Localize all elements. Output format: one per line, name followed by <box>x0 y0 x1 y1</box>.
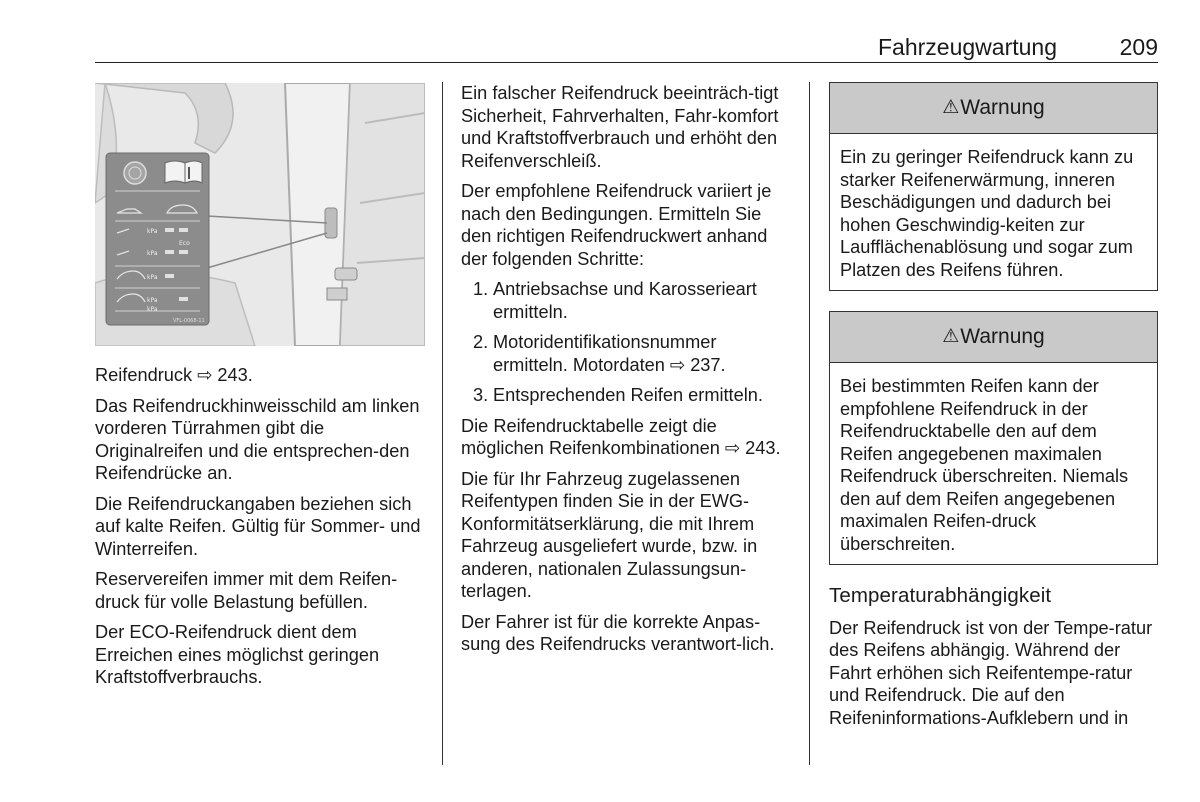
warning-text: Bei bestimmten Reifen kann der empfohlene Reifendruck in der Reifendrucktabelle den auf dem Reifen angegebenen maximalen Reifendruck überschreiten. Niemals den auf dem Reifen angegebenen maximalen Reifen-druck überschreiten. <box>840 376 1129 554</box>
step-number: 3. <box>473 385 489 405</box>
label-unit-4: kPa <box>147 297 158 304</box>
paragraph: Der Fahrer ist für die korrekte Anpas-sung des Reifendrucks verantwort-lich. <box>461 611 775 654</box>
step-text: Motoridentifikationsnummer ermitteln. Motordaten ⇨ 237. <box>493 332 726 375</box>
paragraph: Die Reifendruckangaben beziehen sich auf kalte Reifen. Gültig für Sommer- und Winterreifen. <box>95 493 421 559</box>
list-item <box>461 331 791 376</box>
label-unit-1: kPa <box>147 228 158 235</box>
warning-title: Warnung <box>960 324 1045 348</box>
step-number: 2. <box>473 332 489 352</box>
paragraph: Reservereifen immer mit dem Reifen-druck für volle Belastung befüllen. <box>95 569 398 612</box>
section-heading: Temperaturabhängigkeit <box>829 584 1052 607</box>
header-rule <box>95 62 1158 63</box>
warning-header <box>830 83 1157 134</box>
warning-box-1 <box>829 82 1158 291</box>
column-divider-2 <box>809 82 810 765</box>
step-text: Antriebsachse und Karosserieart ermitteln. <box>493 279 757 322</box>
paragraph: Der Reifendruck ist von der Tempe-ratur des Reifens abhängig. Während der Fahrt erhöhen sich Reifentempe-ratur und Reifendruck. Die auf den Reifeninformations-Aufklebern und in <box>829 617 1153 728</box>
chapter-title: Fahrzeugwartung <box>878 34 1057 60</box>
label-eco: Eco <box>179 240 190 247</box>
warning-icon: ⚠ <box>942 325 960 347</box>
tire-pressure-label-illustration <box>95 83 425 346</box>
door-frame-drawing <box>95 83 425 346</box>
warning-title: Warnung <box>960 95 1045 119</box>
column-3 <box>829 82 1158 729</box>
figure-code: VFL-0068-11 <box>173 318 205 324</box>
paragraph: Ein falscher Reifendruck beeinträch-tigt Sicherheit, Fahrverhalten, Fahr-komfort und Kraftstoffverbrauch und erhöht den Reifenverschleiß. <box>461 83 779 171</box>
label-unit-2: kPa <box>147 250 158 257</box>
paragraph: Der empfohlene Reifendruck variiert je nach den Bedingungen. Ermitteln Sie den richtigen Reifendruckwert anhand der folgenden Schritte: <box>461 181 772 269</box>
label-unit-3: kPa <box>147 274 158 281</box>
warning-icon: ⚠ <box>942 96 960 118</box>
label-unit-5: kPa <box>147 306 158 313</box>
step-text: Entsprechenden Reifen ermitteln. <box>493 385 763 405</box>
column-2 <box>461 82 791 664</box>
paragraph: Die Reifendrucktabelle zeigt die möglichen Reifenkombinationen ⇨ 243. <box>461 415 781 458</box>
list-item <box>461 278 791 323</box>
paragraph: Reifendruck ⇨ 243. <box>95 365 253 385</box>
steps-list <box>461 278 791 407</box>
page-number: 209 <box>1119 34 1158 60</box>
warning-box-2 <box>829 311 1158 565</box>
step-number: 1. <box>473 279 489 299</box>
warning-text: Ein zu geringer Reifendruck kann zu starker Reifenerwärmung, inneren Beschädigungen und dadurch bei hohen Geschwindig-keiten zur Laufflächenablösung und sogar zum Platzen des Reifens führen. <box>840 147 1134 280</box>
paragraph: Die für Ihr Fahrzeug zugelassenen Reifentypen finden Sie in der EWG-Konformitätserklärung, die mit Ihrem Fahrzeug ausgeliefert wurde, bzw. in anderen, nationalen Zulassungsun-terlagen. <box>461 468 758 601</box>
warning-header <box>830 312 1157 363</box>
paragraph: Der ECO-Reifendruck dient dem Erreichen eines möglichst geringen Kraftstoffverbrauchs. <box>95 622 380 687</box>
column-divider-1 <box>442 82 443 765</box>
list-item <box>461 384 791 407</box>
column-1 <box>95 364 425 697</box>
paragraph: Das Reifendruckhinweisschild am linken vorderen Türrahmen gibt die Originalreifen und die entsprechen-den Reifendrücke an. <box>95 395 420 483</box>
